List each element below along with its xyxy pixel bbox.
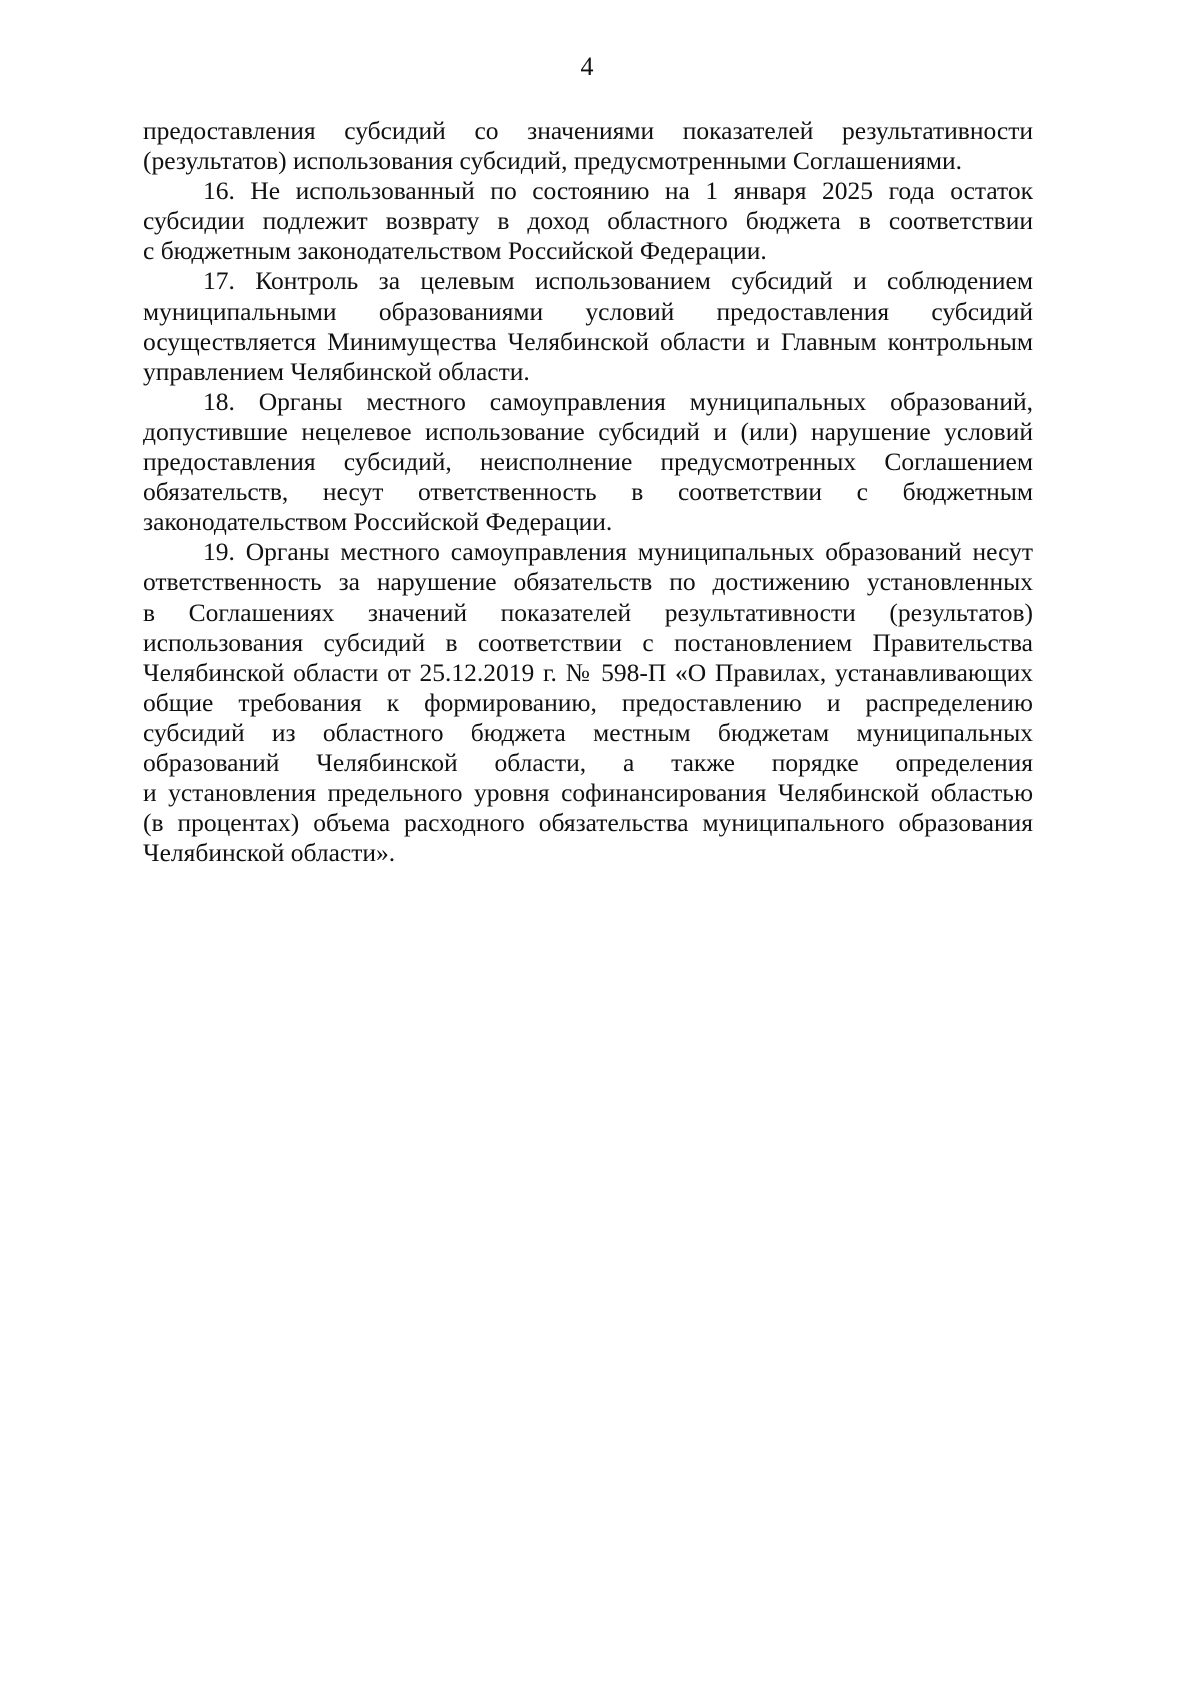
- text-line: обязательств, несут ответственность в соответствии с бюджетным: [143, 477, 1033, 507]
- text-line: 17. Контроль за целевым использованием субсидий и соблюдением: [203, 266, 1033, 296]
- text-line: использования субсидий в соответствии с постановлением Правительства: [143, 627, 1033, 657]
- text-line: (в процентах) объема расходного обязательства муниципального образования: [143, 808, 1033, 838]
- text-line: допустившие нецелевое использование субсидий и (или) нарушение условий: [143, 416, 1033, 446]
- text-line: осуществляется Минимущества Челябинской области и Главным контрольным: [143, 326, 1033, 356]
- page-number: 4: [580, 52, 594, 81]
- paragraph: [143, 266, 1033, 386]
- text-line: с бюджетным законодательством Российской Федерации.: [143, 236, 767, 266]
- paragraph: [143, 116, 1033, 176]
- text-line: в Соглашениях значений показателей результативности (результатов): [143, 597, 1033, 627]
- text-line: образований Челябинской области, а также порядке определения: [143, 747, 1033, 777]
- text-line: муниципальными образованиями условий предоставления субсидий: [143, 296, 1033, 326]
- text-line: предоставления субсидий, неисполнение предусмотренных Соглашением: [143, 447, 1033, 477]
- text-line: Челябинской области».: [143, 838, 396, 868]
- text-line: управлением Челябинской области.: [143, 356, 530, 386]
- paragraph: [143, 537, 1033, 868]
- text-line: и установления предельного уровня софинансирования Челябинской областью: [143, 778, 1033, 808]
- paragraph: [143, 176, 1033, 266]
- text-line: 19. Органы местного самоуправления муниципальных образований несут: [203, 537, 1033, 567]
- text-line: субсидии подлежит возврату в доход областного бюджета в соответствии: [143, 206, 1033, 236]
- text-line: законодательством Российской Федерации.: [143, 507, 613, 537]
- text-line: общие требования к формированию, предоставлению и распределению: [143, 687, 1033, 717]
- document-body: [143, 116, 1033, 868]
- text-line: ответственность за нарушение обязательств по достижению установленных: [143, 567, 1033, 597]
- text-line: предоставления субсидий со значениями показателей результативности: [143, 116, 1033, 145]
- text-line: (результатов) использования субсидий, предусмотренными Соглашениями.: [143, 146, 963, 176]
- paragraph: [143, 387, 1033, 537]
- text-line: 16. Не использованный по состоянию на 1 января 2025 года остаток: [203, 176, 1033, 206]
- text-line: субсидий из областного бюджета местным бюджетам муниципальных: [143, 717, 1033, 747]
- text-line: 18. Органы местного самоуправления муниципальных образований,: [203, 386, 1033, 416]
- text-line: Челябинской области от 25.12.2019 г. № 598-П «О Правилах, устанавливающих: [143, 657, 1033, 687]
